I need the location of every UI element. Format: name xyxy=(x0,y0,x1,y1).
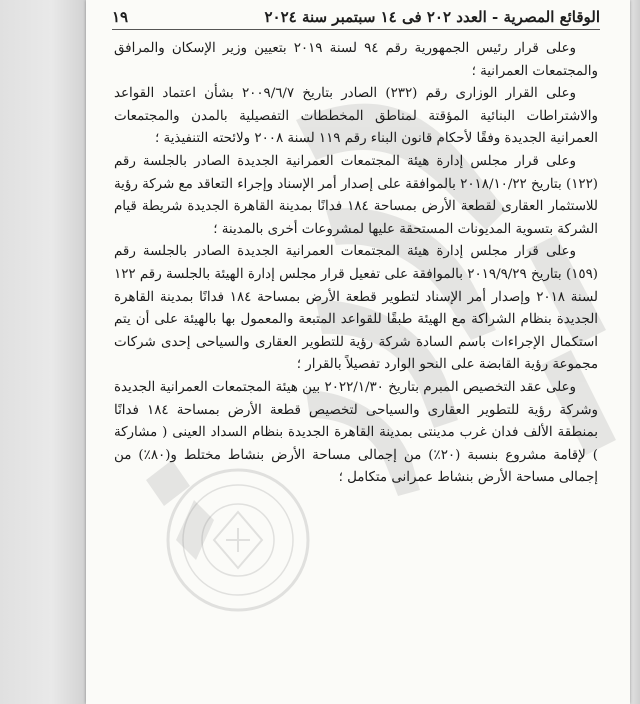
page-header xyxy=(112,6,600,28)
paragraph-board-session-122: وعلى قرار مجلس إدارة هيئة المجتمعات العمرانية الجديدة الصادر بالجلسة رقم (١٢٢) بتاريخ ٢٠١٨/١٠/٢٢ بالموافقة على إصدار أمر الإسناد وإجراء التعاقد مع شركة رؤية للاستثمار العقارى لقطعة الأرض بمساحة ١٨٤ فدانًا بمدينة القاهرة الجديدة شريطة قيام الشركة بتسوية المديونات المستحقة عليها لمشروعات أخرى بالمدينة ؛ xyxy=(114,153,599,237)
viewer-left-margin xyxy=(0,0,86,704)
document-body xyxy=(114,38,598,490)
paragraph-ministerial-decision: وعلى القرار الوزارى رقم (٢٣٢) الصادر بتاريخ ٢٠٠٩/٦/٧ بشأن اعتماد القواعد والاشتراطات البنائية المؤقتة لمناطق المخططات التفصيلية بالمدن والمجتمعات العمرانية الجديدة وفقًا لأحكام قانون البناء رقم ١١٩ لسنة ٢٠٠٨ ولائحته التنفيذية ؛ xyxy=(114,86,598,147)
gazette-title: الوقائع المصرية - العدد ٢٠٢ فى ١٤ سبتمبر سنة ٢٠٢٤ xyxy=(264,8,600,26)
viewer-scrollbar[interactable] xyxy=(630,0,640,704)
paragraph-allocation-contract: وعلى عقد التخصيص المبرم بتاريخ ٢٠٢٢/١/٣٠ بين هيئة المجتمعات العمرانية الجديدة وشركة رؤية للتطوير العقارى والسياحى لتخصيص قطعة الأرض بمساحة ١٨٤ فدانًا بمنطقة الألف فدان غرب مدينتى بمدينة القاهرة الجديدة بنظام السداد العينى ( مشاركة ) لإقامة مشروع بنسبة (٢٠٪) من إجمالى مساحة الأرض بنشاط مختلط و(٨٠٪) من إجمالى مساحة الأرض بنشاط عمرانى متكامل ؛ xyxy=(114,379,598,486)
paragraph-board-session-159: وعلى قرار مجلس إدارة هيئة المجتمعات العمرانية الجديدة الصادر بالجلسة رقم (١٥٩) بتاريخ ٢٠١٩/٩/٢٩ بالموافقة على تفعيل قرار مجلس إدارة الهيئة بالجلسة رقم ١٢٢ لسنة ٢٠١٨ وإصدار أمر الإسناد لتطوير قطعة الأرض بمساحة ١٨٤ فدانًا بمدينة القاهرة الجديدة بنظام الشراكة مع الهيئة طبقًا للقواعد المتبعة والمعمول بها بالهيئة على أن يتم استكمال الإجراءات باسم السادة شركة رؤية للتطوير العقارى والسياحى إحدى شركات مجموعة رؤية القابضة على النحو الوارد تفصيلاً بالقرار ؛ xyxy=(114,244,599,373)
document-page xyxy=(86,0,630,704)
header-divider xyxy=(112,29,600,30)
page-number: ١٩ xyxy=(112,8,129,26)
paragraph-presidential-decree: وعلى قرار رئيس الجمهورية رقم ٩٤ لسنة ٢٠١٩ بتعيين وزير الإسكان والمرافق والمجتمعات العمرانية ؛ xyxy=(114,41,598,79)
